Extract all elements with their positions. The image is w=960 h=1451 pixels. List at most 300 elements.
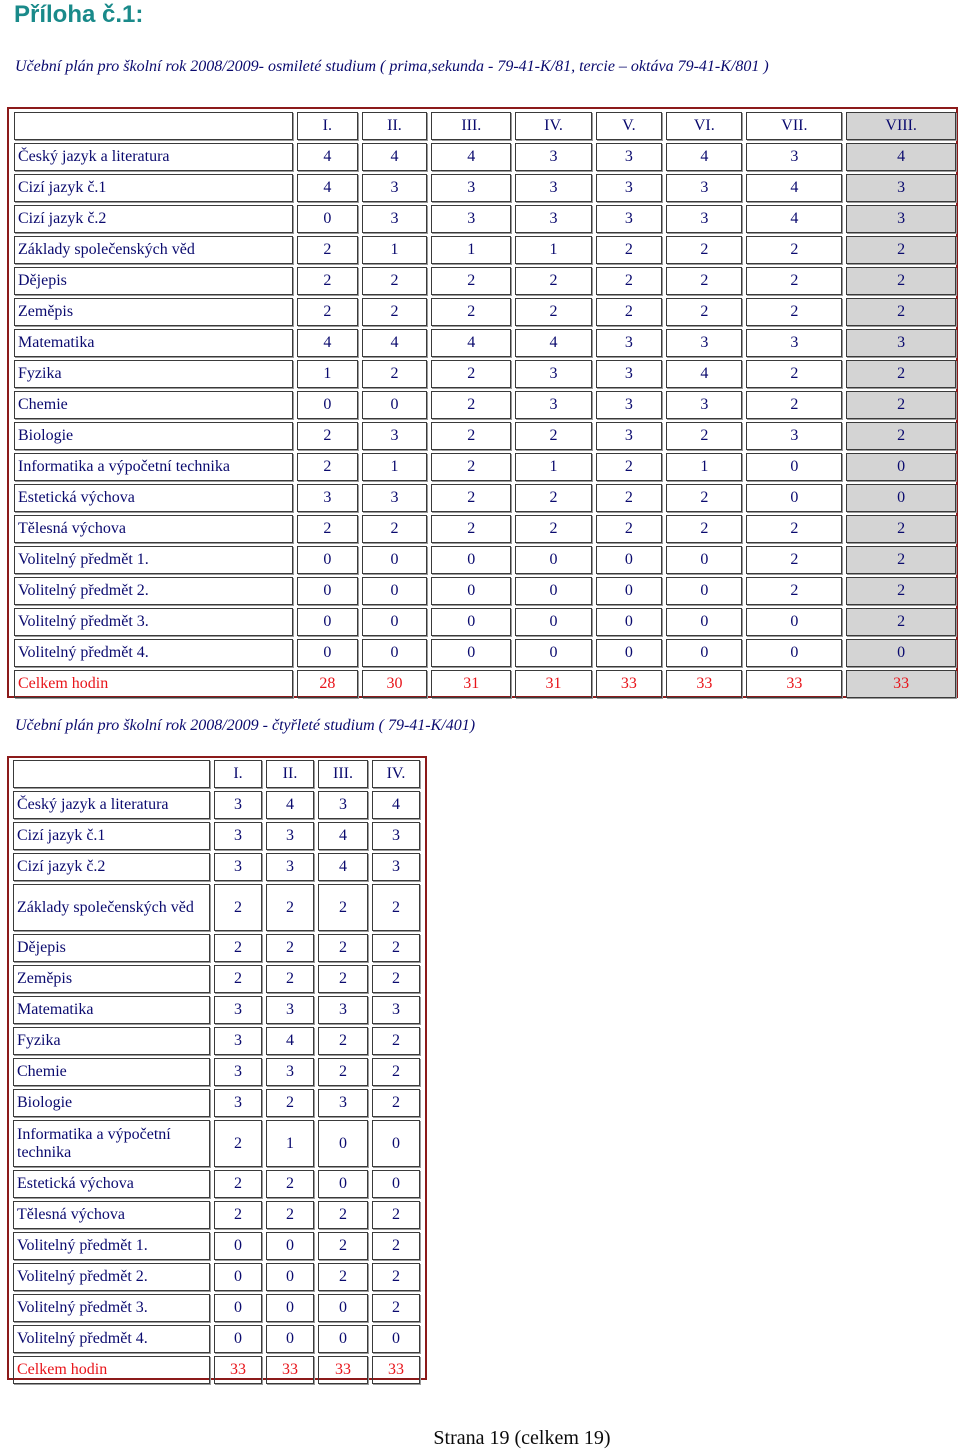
hours-cell: 3 xyxy=(846,174,956,202)
total-cell: 33 xyxy=(318,1356,368,1384)
hours-cell: 2 xyxy=(746,577,842,605)
column-header: III. xyxy=(318,760,368,788)
page-footer xyxy=(0,1427,960,1450)
hours-cell: 2 xyxy=(362,267,428,295)
hours-cell: 0 xyxy=(297,205,358,233)
subject-label: Volitelný předmět 2. xyxy=(14,577,293,605)
hours-cell: 2 xyxy=(596,298,663,326)
table-row xyxy=(14,515,956,543)
plan2-caption: Učební plán pro školní rok 2008/2009 - čtyřleté studium ( 79-41-K/401) xyxy=(15,717,476,734)
hours-cell: 2 xyxy=(372,1232,420,1260)
hours-cell: 0 xyxy=(431,577,511,605)
hours-cell: 2 xyxy=(318,884,368,931)
hours-cell: 3 xyxy=(266,853,314,881)
subject-label: Tělesná výchova xyxy=(13,1201,210,1229)
hours-cell: 0 xyxy=(515,577,591,605)
hours-cell: 2 xyxy=(666,298,742,326)
hours-cell: 2 xyxy=(746,267,842,295)
subject-label: Informatika a výpočetní technika xyxy=(14,453,293,481)
hours-cell: 0 xyxy=(297,608,358,636)
total-row xyxy=(14,670,956,698)
hours-cell: 0 xyxy=(362,577,428,605)
table-row xyxy=(14,484,956,512)
hours-cell: 3 xyxy=(515,174,591,202)
hours-cell: 3 xyxy=(596,422,663,450)
hours-cell: 2 xyxy=(431,422,511,450)
hours-cell: 2 xyxy=(297,453,358,481)
page-number: Strana 19 (celkem 19) xyxy=(433,1427,611,1449)
subject-label: Základy společenských věd xyxy=(14,236,293,264)
hours-cell: 2 xyxy=(266,1201,314,1229)
hours-cell: 3 xyxy=(214,853,262,881)
hours-cell: 2 xyxy=(372,1201,420,1229)
total-cell: 33 xyxy=(214,1356,262,1384)
subject-label: Fyzika xyxy=(14,360,293,388)
table-row xyxy=(14,453,956,481)
hours-cell: 3 xyxy=(362,422,428,450)
hours-cell: 1 xyxy=(515,453,591,481)
hours-cell: 2 xyxy=(431,267,511,295)
hours-cell: 2 xyxy=(846,236,956,264)
hours-cell: 2 xyxy=(596,484,663,512)
hours-cell: 0 xyxy=(214,1263,262,1291)
hours-cell: 0 xyxy=(372,1325,420,1353)
subject-label: Volitelný předmět 2. xyxy=(13,1263,210,1291)
hours-cell: 0 xyxy=(515,639,591,667)
hours-cell: 0 xyxy=(297,546,358,574)
total-cell: 33 xyxy=(372,1356,420,1384)
hours-cell: 0 xyxy=(318,1325,368,1353)
table-row xyxy=(14,236,956,264)
hours-cell: 3 xyxy=(596,205,663,233)
table-row xyxy=(14,422,956,450)
subject-label: Cizí jazyk č.2 xyxy=(14,205,293,233)
hours-cell: 0 xyxy=(846,484,956,512)
hours-cell: 2 xyxy=(214,934,262,962)
hours-cell: 0 xyxy=(596,608,663,636)
hours-cell: 3 xyxy=(596,360,663,388)
hours-cell: 4 xyxy=(372,791,420,819)
hours-cell: 3 xyxy=(515,360,591,388)
total-cell: 33 xyxy=(596,670,663,698)
header-corner xyxy=(13,760,210,788)
table-row xyxy=(13,934,420,962)
hours-cell: 2 xyxy=(846,391,956,419)
hours-cell: 2 xyxy=(846,546,956,574)
hours-cell: 3 xyxy=(214,791,262,819)
hours-cell: 1 xyxy=(362,236,428,264)
hours-cell: 4 xyxy=(846,143,956,171)
hours-cell: 4 xyxy=(297,143,358,171)
subject-label: Estetická výchova xyxy=(13,1170,210,1198)
plan2-table xyxy=(9,757,424,1387)
hours-cell: 3 xyxy=(596,143,663,171)
hours-cell: 2 xyxy=(372,1294,420,1322)
hours-cell: 2 xyxy=(297,515,358,543)
hours-cell: 4 xyxy=(318,853,368,881)
hours-cell: 3 xyxy=(746,143,842,171)
hours-cell: 2 xyxy=(318,1201,368,1229)
hours-cell: 3 xyxy=(297,484,358,512)
hours-cell: 2 xyxy=(846,298,956,326)
table-row xyxy=(13,1263,420,1291)
hours-cell: 0 xyxy=(362,608,428,636)
hours-cell: 2 xyxy=(746,515,842,543)
hours-cell: 0 xyxy=(362,391,428,419)
hours-cell: 0 xyxy=(297,639,358,667)
hours-cell: 2 xyxy=(515,267,591,295)
hours-cell: 0 xyxy=(666,577,742,605)
total-cell: 33 xyxy=(266,1356,314,1384)
hours-cell: 2 xyxy=(318,934,368,962)
hours-cell: 2 xyxy=(846,515,956,543)
hours-cell: 4 xyxy=(431,143,511,171)
hours-cell: 0 xyxy=(746,608,842,636)
hours-cell: 2 xyxy=(846,577,956,605)
hours-cell: 2 xyxy=(372,1263,420,1291)
subject-label: Chemie xyxy=(14,391,293,419)
table-row xyxy=(13,965,420,993)
hours-cell: 0 xyxy=(596,546,663,574)
column-header: I. xyxy=(297,112,358,140)
hours-cell: 2 xyxy=(266,934,314,962)
hours-cell: 2 xyxy=(431,360,511,388)
table-row xyxy=(13,1027,420,1055)
subject-label: Základy společenských věd xyxy=(13,884,210,931)
hours-cell: 2 xyxy=(372,1058,420,1086)
hours-cell: 2 xyxy=(596,515,663,543)
hours-cell: 2 xyxy=(266,884,314,931)
table-row xyxy=(13,822,420,850)
subject-label: Biologie xyxy=(14,422,293,450)
hours-cell: 3 xyxy=(666,329,742,357)
hours-cell: 3 xyxy=(666,205,742,233)
total-label: Celkem hodin xyxy=(13,1356,210,1384)
hours-cell: 0 xyxy=(318,1294,368,1322)
hours-cell: 0 xyxy=(431,608,511,636)
hours-cell: 0 xyxy=(318,1170,368,1198)
hours-cell: 1 xyxy=(515,236,591,264)
hours-cell: 4 xyxy=(266,1027,314,1055)
column-header: II. xyxy=(266,760,314,788)
hours-cell: 1 xyxy=(431,236,511,264)
hours-cell: 3 xyxy=(515,205,591,233)
hours-cell: 2 xyxy=(666,515,742,543)
hours-cell: 0 xyxy=(362,639,428,667)
hours-cell: 2 xyxy=(515,515,591,543)
total-row xyxy=(13,1356,420,1384)
total-cell: 33 xyxy=(666,670,742,698)
hours-cell: 2 xyxy=(318,1232,368,1260)
subject-label: Zeměpis xyxy=(14,298,293,326)
hours-cell: 2 xyxy=(266,1170,314,1198)
hours-cell: 2 xyxy=(846,267,956,295)
hours-cell: 1 xyxy=(666,453,742,481)
hours-cell: 1 xyxy=(297,360,358,388)
hours-cell: 2 xyxy=(372,1027,420,1055)
subject-label: Zeměpis xyxy=(13,965,210,993)
table-row xyxy=(14,329,956,357)
table-row xyxy=(13,1170,420,1198)
table-row xyxy=(13,1201,420,1229)
table-row xyxy=(13,1089,420,1117)
hours-cell: 3 xyxy=(318,1089,368,1117)
hours-cell: 3 xyxy=(431,174,511,202)
hours-cell: 2 xyxy=(214,884,262,931)
hours-cell: 2 xyxy=(746,236,842,264)
hours-cell: 0 xyxy=(214,1294,262,1322)
table-row xyxy=(13,1120,420,1167)
subject-label: Tělesná výchova xyxy=(14,515,293,543)
hours-cell: 2 xyxy=(746,360,842,388)
header-corner xyxy=(14,112,293,140)
hours-cell: 3 xyxy=(266,822,314,850)
hours-cell: 0 xyxy=(666,639,742,667)
hours-cell: 3 xyxy=(372,996,420,1024)
hours-cell: 3 xyxy=(666,391,742,419)
hours-cell: 0 xyxy=(214,1325,262,1353)
hours-cell: 2 xyxy=(297,236,358,264)
hours-cell: 0 xyxy=(266,1263,314,1291)
hours-cell: 3 xyxy=(596,329,663,357)
table-row xyxy=(14,608,956,636)
hours-cell: 2 xyxy=(266,1089,314,1117)
plan1-caption: Učební plán pro školní rok 2008/2009- osmileté studium ( prima,sekunda - 79-41-K/81, tercie – oktáva 79-41-K/801 ) xyxy=(15,58,769,75)
subject-label: Volitelný předmět 1. xyxy=(13,1232,210,1260)
hours-cell: 3 xyxy=(266,1058,314,1086)
subject-label: Cizí jazyk č.2 xyxy=(13,853,210,881)
hours-cell: 3 xyxy=(515,143,591,171)
hours-cell: 0 xyxy=(666,546,742,574)
hours-cell: 4 xyxy=(297,174,358,202)
hours-cell: 0 xyxy=(515,546,591,574)
hours-cell: 3 xyxy=(372,822,420,850)
hours-cell: 3 xyxy=(372,853,420,881)
hours-cell: 4 xyxy=(362,329,428,357)
hours-cell: 3 xyxy=(746,422,842,450)
hours-cell: 2 xyxy=(515,422,591,450)
hours-cell: 3 xyxy=(214,822,262,850)
hours-cell: 2 xyxy=(431,453,511,481)
hours-cell: 2 xyxy=(431,391,511,419)
hours-cell: 1 xyxy=(266,1120,314,1167)
hours-cell: 3 xyxy=(515,391,591,419)
hours-cell: 0 xyxy=(266,1232,314,1260)
hours-cell: 1 xyxy=(362,453,428,481)
hours-cell: 3 xyxy=(362,205,428,233)
total-cell: 31 xyxy=(515,670,591,698)
hours-cell: 4 xyxy=(318,822,368,850)
hours-cell: 3 xyxy=(362,174,428,202)
table-row xyxy=(14,546,956,574)
subject-label: Český jazyk a literatura xyxy=(14,143,293,171)
table-row xyxy=(13,1294,420,1322)
column-header: V. xyxy=(596,112,663,140)
hours-cell: 2 xyxy=(362,298,428,326)
hours-cell: 2 xyxy=(362,360,428,388)
column-header: II. xyxy=(362,112,428,140)
hours-cell: 0 xyxy=(596,639,663,667)
subject-label: Český jazyk a literatura xyxy=(13,791,210,819)
table-row xyxy=(14,298,956,326)
hours-cell: 2 xyxy=(372,934,420,962)
hours-cell: 2 xyxy=(515,298,591,326)
column-header: III. xyxy=(431,112,511,140)
subject-label: Cizí jazyk č.1 xyxy=(13,822,210,850)
plan1-table xyxy=(10,109,960,701)
hours-cell: 2 xyxy=(362,515,428,543)
table-row xyxy=(14,360,956,388)
total-label: Celkem hodin xyxy=(14,670,293,698)
total-cell: 30 xyxy=(362,670,428,698)
subject-label: Volitelný předmět 4. xyxy=(13,1325,210,1353)
column-header: I. xyxy=(214,760,262,788)
hours-cell: 2 xyxy=(596,453,663,481)
hours-cell: 2 xyxy=(846,422,956,450)
hours-cell: 0 xyxy=(431,546,511,574)
hours-cell: 3 xyxy=(846,329,956,357)
column-header: VI. xyxy=(666,112,742,140)
hours-cell: 3 xyxy=(666,174,742,202)
table-row xyxy=(13,853,420,881)
subject-label: Matematika xyxy=(13,996,210,1024)
subject-label: Volitelný předmět 1. xyxy=(14,546,293,574)
hours-cell: 3 xyxy=(318,996,368,1024)
hours-cell: 0 xyxy=(746,484,842,512)
hours-cell: 4 xyxy=(297,329,358,357)
subject-label: Chemie xyxy=(13,1058,210,1086)
hours-cell: 4 xyxy=(266,791,314,819)
hours-cell: 4 xyxy=(666,360,742,388)
hours-cell: 2 xyxy=(431,484,511,512)
total-cell: 33 xyxy=(746,670,842,698)
header-row xyxy=(13,760,420,788)
hours-cell: 2 xyxy=(666,267,742,295)
hours-cell: 2 xyxy=(318,1058,368,1086)
hours-cell: 2 xyxy=(666,484,742,512)
hours-cell: 2 xyxy=(214,965,262,993)
hours-cell: 2 xyxy=(846,360,956,388)
hours-cell: 0 xyxy=(746,639,842,667)
hours-cell: 2 xyxy=(297,422,358,450)
hours-cell: 3 xyxy=(596,174,663,202)
hours-cell: 0 xyxy=(846,639,956,667)
total-cell: 31 xyxy=(431,670,511,698)
subject-label: Informatika a výpočetní technika xyxy=(13,1120,210,1167)
hours-cell: 0 xyxy=(746,453,842,481)
column-header: IV. xyxy=(515,112,591,140)
hours-cell: 0 xyxy=(266,1294,314,1322)
hours-cell: 2 xyxy=(746,298,842,326)
hours-cell: 3 xyxy=(214,1058,262,1086)
hours-cell: 0 xyxy=(297,391,358,419)
subject-label: Dějepis xyxy=(14,267,293,295)
subject-label: Volitelný předmět 4. xyxy=(14,639,293,667)
hours-cell: 0 xyxy=(666,608,742,636)
subject-label: Biologie xyxy=(13,1089,210,1117)
hours-cell: 0 xyxy=(297,577,358,605)
hours-cell: 2 xyxy=(214,1120,262,1167)
hours-cell: 0 xyxy=(596,577,663,605)
hours-cell: 4 xyxy=(746,174,842,202)
hours-cell: 2 xyxy=(515,484,591,512)
hours-cell: 2 xyxy=(431,298,511,326)
hours-cell: 2 xyxy=(372,884,420,931)
hours-cell: 0 xyxy=(362,546,428,574)
subject-label: Estetická výchova xyxy=(14,484,293,512)
hours-cell: 2 xyxy=(318,1027,368,1055)
hours-cell: 3 xyxy=(214,996,262,1024)
hours-cell: 3 xyxy=(431,205,511,233)
table-row xyxy=(13,1058,420,1086)
hours-cell: 4 xyxy=(666,143,742,171)
hours-cell: 4 xyxy=(515,329,591,357)
table-row xyxy=(13,1325,420,1353)
table-row xyxy=(14,267,956,295)
hours-cell: 2 xyxy=(596,236,663,264)
subject-label: Matematika xyxy=(14,329,293,357)
hours-cell: 3 xyxy=(266,996,314,1024)
subject-label: Volitelný předmět 3. xyxy=(13,1294,210,1322)
hours-cell: 3 xyxy=(596,391,663,419)
subject-label: Fyzika xyxy=(13,1027,210,1055)
page-heading: Příloha č.1: xyxy=(14,1,144,28)
hours-cell: 2 xyxy=(266,965,314,993)
hours-cell: 0 xyxy=(372,1120,420,1167)
hours-cell: 0 xyxy=(515,608,591,636)
header-row xyxy=(14,112,956,140)
table-row xyxy=(13,996,420,1024)
column-header: IV. xyxy=(372,760,420,788)
hours-cell: 3 xyxy=(318,791,368,819)
column-header: VII. xyxy=(746,112,842,140)
hours-cell: 4 xyxy=(362,143,428,171)
subject-label: Dějepis xyxy=(13,934,210,962)
hours-cell: 3 xyxy=(214,1089,262,1117)
hours-cell: 2 xyxy=(666,422,742,450)
hours-cell: 0 xyxy=(318,1120,368,1167)
hours-cell: 2 xyxy=(596,267,663,295)
table-row xyxy=(14,205,956,233)
table-row xyxy=(13,884,420,931)
hours-cell: 2 xyxy=(746,391,842,419)
hours-cell: 2 xyxy=(746,546,842,574)
hours-cell: 2 xyxy=(297,298,358,326)
hours-cell: 2 xyxy=(214,1201,262,1229)
hours-cell: 4 xyxy=(431,329,511,357)
column-header: VIII. xyxy=(846,112,956,140)
hours-cell: 0 xyxy=(214,1232,262,1260)
hours-cell: 0 xyxy=(431,639,511,667)
hours-cell: 0 xyxy=(846,453,956,481)
subject-label: Volitelný předmět 3. xyxy=(14,608,293,636)
total-cell: 33 xyxy=(846,670,956,698)
hours-cell: 2 xyxy=(372,1089,420,1117)
hours-cell: 3 xyxy=(362,484,428,512)
table-row xyxy=(14,174,956,202)
table-row xyxy=(13,1232,420,1260)
hours-cell: 4 xyxy=(746,205,842,233)
hours-cell: 3 xyxy=(846,205,956,233)
subject-label: Cizí jazyk č.1 xyxy=(14,174,293,202)
table-row xyxy=(14,391,956,419)
hours-cell: 2 xyxy=(431,515,511,543)
hours-cell: 2 xyxy=(666,236,742,264)
hours-cell: 2 xyxy=(318,965,368,993)
hours-cell: 2 xyxy=(297,267,358,295)
table-row xyxy=(14,577,956,605)
hours-cell: 3 xyxy=(746,329,842,357)
